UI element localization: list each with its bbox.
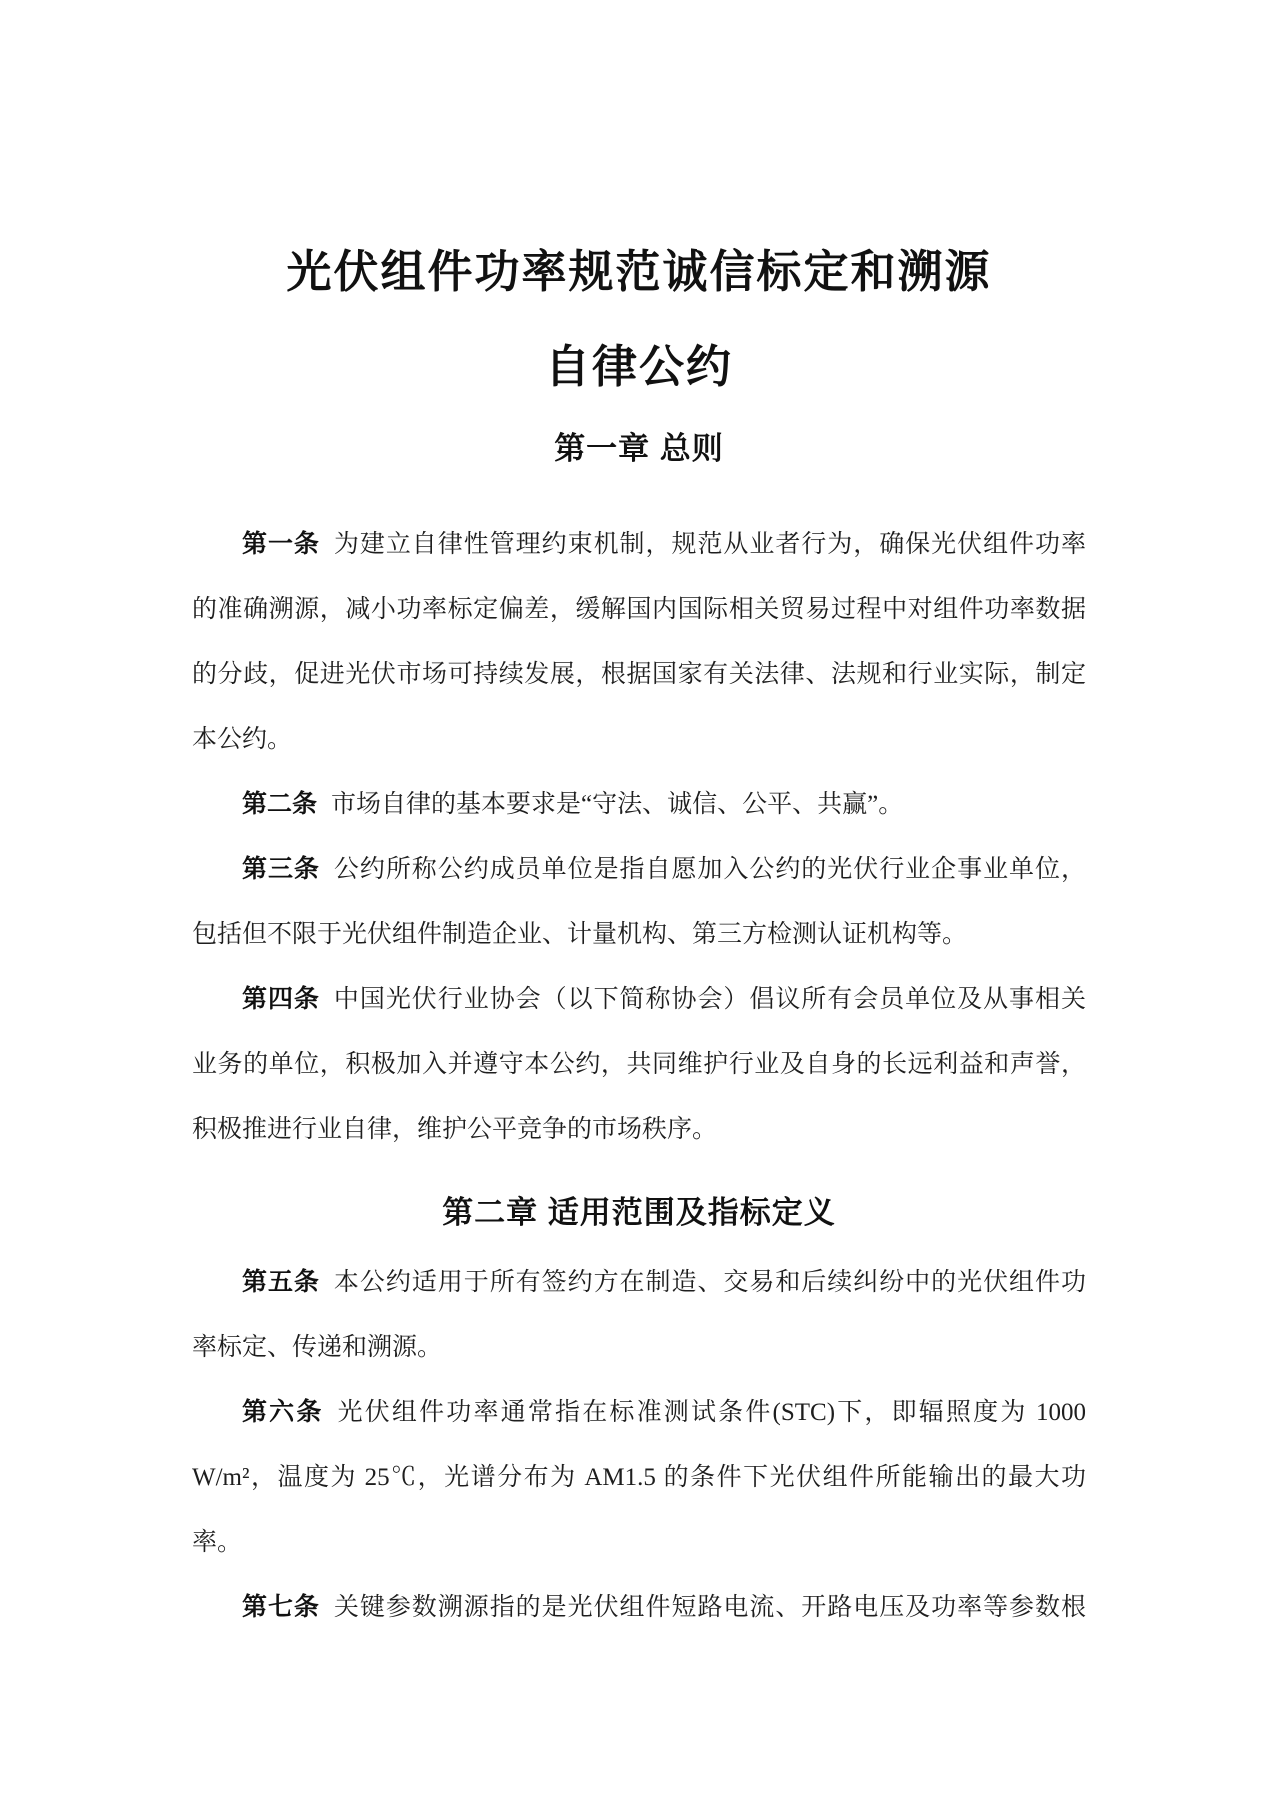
article-3-text-1: 公约所称公约成员单位是指自愿加入公约的光伏行业企事业单位，: [333, 856, 1086, 883]
article-5-label: 第五条: [242, 1268, 320, 1296]
article-2-line-1: [192, 772, 1086, 837]
article-5-line-1: [192, 1250, 1086, 1315]
article-2: [192, 772, 1086, 837]
article-1-line-3: 的分歧，促进光伏市场可持续发展，根据国家有关法律、法规和行业实际，制定: [192, 661, 1086, 688]
article-1-text-1: 为建立自律性管理约束机制，规范从业者行为，确保光伏组件功率: [333, 531, 1086, 558]
document-title-line-2: 自律公约: [544, 341, 733, 392]
article-2-text-1: 市场自律的基本要求是“守法、诚信、公平、共赢”。: [331, 791, 904, 818]
article-6-line-2: W/m²，温度为 25℃，光谱分布为 AM1.5 的条件下光伏组件所能输出的最大功: [192, 1464, 1086, 1491]
chapter-1-heading: 第一章 总则: [554, 431, 724, 466]
article-4-line-2: 业务的单位，积极加入并遵守本公约，共同维护行业及自身的长远利益和声誉，: [192, 1051, 1086, 1078]
article-4: [192, 967, 1086, 1162]
article-1-line-2: 的准确溯源，减小功率标定偏差，缓解国内国际相关贸易过程中对组件功率数据: [192, 596, 1086, 623]
article-5-text-1: 本公约适用于所有签约方在制造、交易和后续纠纷中的光伏组件功: [333, 1269, 1086, 1296]
article-3-label: 第三条: [242, 855, 320, 883]
chapter-2-heading: 第二章 适用范围及指标定义: [442, 1195, 836, 1230]
article-1-label: 第一条: [242, 530, 320, 558]
article-6: [192, 1380, 1086, 1575]
article-1: [192, 512, 1086, 772]
article-7-line-1: [192, 1575, 1086, 1640]
article-4-line-3: 积极推进行业自律，维护公平竞争的市场秩序。: [192, 1116, 718, 1143]
article-7: [192, 1575, 1086, 1640]
article-6-line-3: 率。: [192, 1529, 243, 1556]
article-2-label: 第二条: [242, 790, 318, 818]
article-3-line-2: 包括但不限于光伏组件制造企业、计量机构、第三方检测认证机构等。: [192, 921, 968, 948]
article-3: [192, 837, 1086, 967]
article-7-text-1: 关键参数溯源指的是光伏组件短路电流、开路电压及功率等参数根: [333, 1594, 1086, 1621]
article-6-line-1: [192, 1380, 1086, 1445]
article-4-label: 第四条: [242, 985, 320, 1013]
article-5-line-2: 率标定、传递和溯源。: [192, 1334, 443, 1361]
document-title-line-1: 光伏组件功率规范诚信标定和溯源: [286, 246, 992, 297]
article-5: [192, 1250, 1086, 1380]
article-4-line-1: [192, 967, 1086, 1032]
article-1-line-1: [192, 512, 1086, 577]
article-7-label: 第七条: [242, 1593, 320, 1621]
article-6-text-1: 光伏组件功率通常指在标准测试条件(STC)下，即辐照度为 1000: [337, 1399, 1086, 1426]
article-6-label: 第六条: [242, 1398, 324, 1426]
article-3-line-1: [192, 837, 1086, 902]
article-4-text-1: 中国光伏行业协会（以下简称协会）倡议所有会员单位及从事相关: [333, 986, 1086, 1013]
article-1-line-4: 本公约。: [192, 726, 293, 753]
